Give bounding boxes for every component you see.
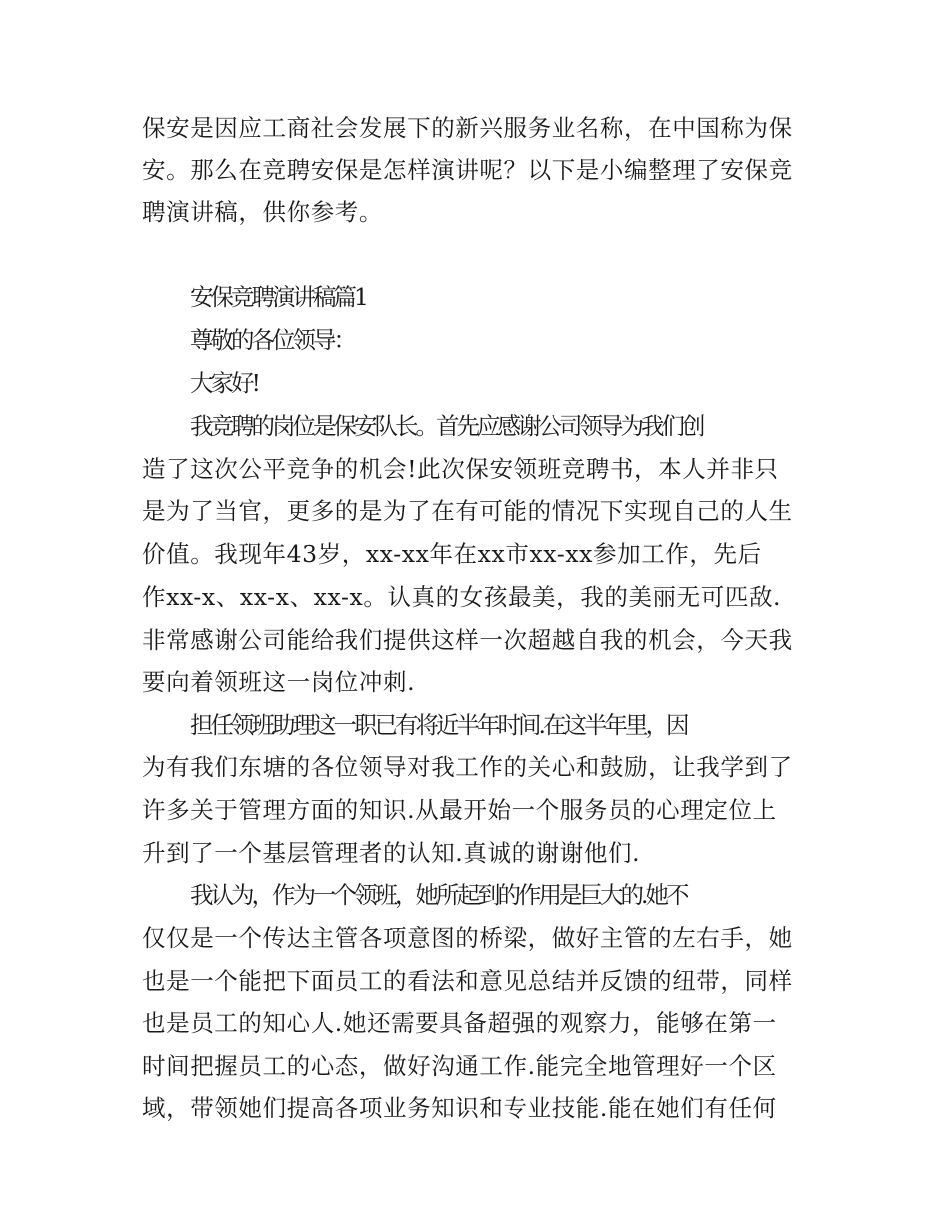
intro-line-2: 安。那么在竞聘安保是怎样演讲呢？以下是小编整理了安保竞 [142,156,793,184]
paragraph-1-line-6: 非常感谢公司能给我们提供这样一次超越自我的机会，今天我 [142,626,793,654]
paragraph-3-line-6: 域，带领她们提高各项业务知识和专业技能.能在她们有任何 [142,1094,777,1122]
paragraph-1-line-7: 要向着领班这一岗位冲刺. [142,668,416,696]
salutation: 尊敬的各位领导： [190,326,354,354]
paragraph-3-line-1: 我认为，作为一个领班，她所起到的作用是巨大的.她不 [190,881,687,909]
paragraph-2-line-1: 担任领班助理这一职已有将近半年时间.在这半年里，因 [190,711,687,739]
greeting: 大家好! [190,369,258,397]
paragraph-1-line-4: 价值。我现年43岁，xx-xx年在xx市xx-xx参加工作，先后 [142,540,762,568]
paragraph-3-line-3: 也是一个能把下面员工的看法和意见总结并反馈的纽带，同样 [142,967,793,995]
section-heading: 安保竞聘演讲稿篇1 [190,283,366,311]
paragraph-3-line-2: 仅仅是一个传达主管各项意图的桥梁，做好主管的左右手，她 [142,924,793,952]
paragraph-3-line-4: 也是员工的知心人.她还需要具备超强的观察力，能够在第一 [142,1009,777,1037]
paragraph-2-line-2: 为有我们东塘的各位领导对我工作的关心和鼓励，让我学到了 [142,753,793,781]
paragraph-2-line-3: 许多关于管理方面的知识.从最开始一个服务员的心理定位上 [142,796,777,824]
paragraph-1-line-5: 作xx-x、xx-x、xx-x。认真的女孩最美，我的美丽无可匹敌. [142,583,782,611]
intro-line-1: 保安是因应工商社会发展下的新兴服务业名称，在中国称为保 [142,114,793,142]
paragraph-2-line-4: 升到了一个基层管理者的认知.真诚的谢谢他们. [142,839,641,867]
intro-line-3: 聘演讲稿，供你参考。 [142,198,383,226]
paragraph-1-line-2: 造了这次公平竞争的机会!此次保安领班竞聘书，本人并非只 [142,455,779,483]
paragraph-1-line-3: 是为了当官，更多的是为了在有可能的情况下实现自己的人生 [142,497,793,525]
paragraph-1-line-1: 我竞聘的岗位是保安队长。首先应感谢公司领导为我们创 [190,412,703,440]
paragraph-3-line-5: 时间把握员工的心态，做好沟通工作.能完全地管理好一个区 [142,1052,777,1080]
